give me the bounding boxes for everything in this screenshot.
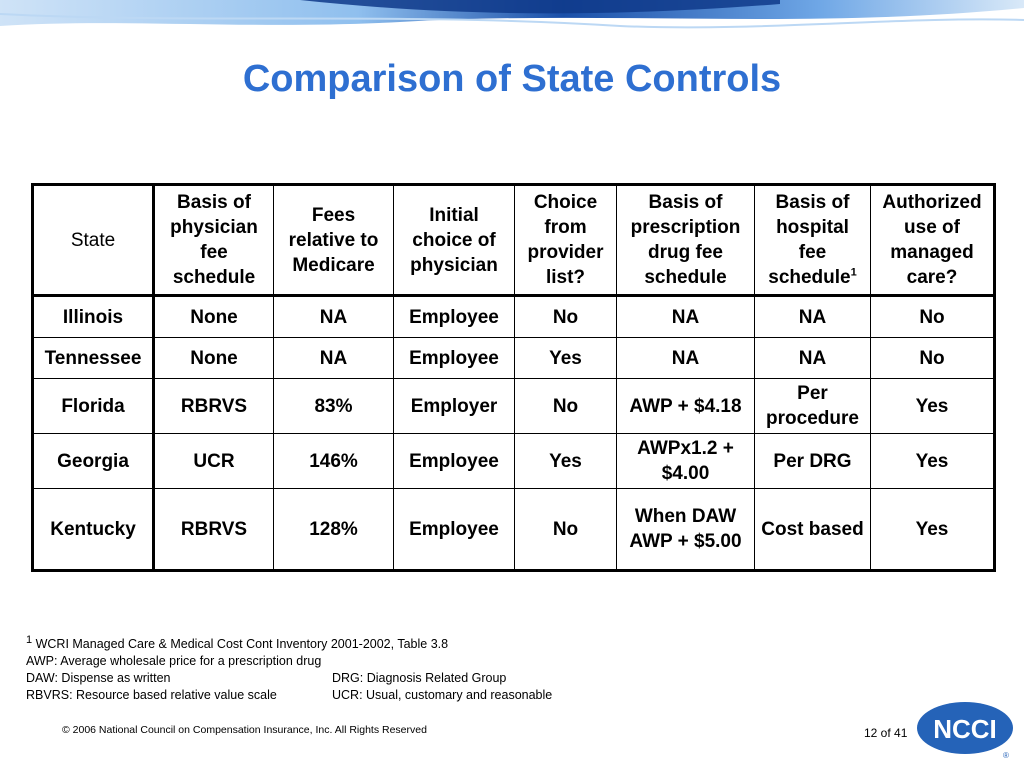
page-title: Comparison of State Controls <box>242 58 782 100</box>
header-text: fee <box>200 242 228 263</box>
state-cell: Florida <box>33 379 154 434</box>
header-cell <box>617 185 755 296</box>
header-cell <box>871 185 995 296</box>
footnote-daw: DAW: Dispense as written <box>26 671 171 685</box>
footnote-rbvrs: RBVRS: Resource based relative value scale <box>26 688 277 702</box>
table-cell: No <box>515 489 617 571</box>
state-cell: Georgia <box>33 434 154 489</box>
header-text: Authorized <box>882 192 982 213</box>
table-cell: Employee <box>394 489 515 571</box>
footnote-drg: DRG: Diagnosis Related Group <box>332 671 507 685</box>
table-cell: RBRVS <box>154 379 274 434</box>
ncci-logo-icon <box>915 700 1015 760</box>
table-row <box>33 296 995 338</box>
header-cell <box>274 185 394 296</box>
footnote-row <box>26 687 726 704</box>
footnote-marker: 1 <box>26 633 33 646</box>
footnotes <box>26 633 726 704</box>
header-text: Medicare <box>292 254 375 276</box>
header-text: Basis of <box>648 192 723 213</box>
header-text: drug fee <box>648 242 723 263</box>
table-cell: Yes <box>515 338 617 379</box>
table-cell: No <box>871 338 995 379</box>
table-cell: Employer <box>394 379 515 434</box>
table-cell: NA <box>617 338 755 379</box>
header-text: choice of <box>412 229 496 251</box>
footnote-ucr: UCR: Usual, customary and reasonable <box>332 688 553 702</box>
header-text: relative to <box>288 229 379 251</box>
footnote-awp: AWP: Average wholesale price for a prescription drug <box>26 654 322 668</box>
banner-graphic <box>0 0 1024 34</box>
header-text: list? <box>545 267 586 288</box>
table-cell: Per procedure <box>755 379 871 434</box>
table-cell: Cost based <box>755 489 871 571</box>
table-header-row <box>33 185 995 296</box>
table-cell: Employee <box>394 338 515 379</box>
footnote-marker: 1 <box>850 266 857 279</box>
table-cell: Yes <box>871 379 995 434</box>
header-text: schedule <box>768 267 851 288</box>
header-cell <box>33 185 154 296</box>
header-text: schedule <box>644 267 727 288</box>
header-text: schedule <box>172 267 256 288</box>
header-cell <box>755 185 871 296</box>
table-cell: No <box>515 379 617 434</box>
table-row <box>33 379 995 434</box>
table-cell: Yes <box>515 434 617 489</box>
header-text: care? <box>906 267 958 288</box>
header-cell <box>394 185 515 296</box>
page-number: 12 of 41 <box>864 726 908 740</box>
header-text: prescription <box>630 217 741 238</box>
table-cell: No <box>515 296 617 338</box>
table-cell: Per DRG <box>755 434 871 489</box>
state-cell: Kentucky <box>33 489 154 571</box>
table-cell: 128% <box>274 489 394 571</box>
copyright-notice: © 2006 National Council on Compensation Insurance, Inc. All Rights Reserved <box>62 724 427 736</box>
top-banner <box>0 0 1024 34</box>
logo-mark: ® <box>1003 751 1009 760</box>
table-cell: Yes <box>871 489 995 571</box>
table-cell: UCR <box>154 434 274 489</box>
table-cell: NA <box>274 296 394 338</box>
footnote-row <box>26 670 726 687</box>
header-text: State <box>70 229 116 251</box>
header-text: Basis of <box>775 192 850 213</box>
table-row <box>33 338 995 379</box>
footnote-text: WCRI Managed Care & Medical Cost Cont Inventory 2001-2002, Table 3.8 <box>32 637 449 651</box>
header-text: Choice <box>533 192 598 213</box>
header-text: Fees <box>311 204 356 226</box>
table-cell: AWPx1.2 + $4.00 <box>617 434 755 489</box>
header-text: managed <box>890 242 974 263</box>
table-cell: NA <box>755 338 871 379</box>
header-text: Basis of <box>177 192 251 213</box>
header-text: use of <box>904 217 960 238</box>
table-cell: Employee <box>394 296 515 338</box>
table-cell: Employee <box>394 434 515 489</box>
table-row <box>33 434 995 489</box>
header-text: fee <box>798 242 827 263</box>
table-cell: NA <box>274 338 394 379</box>
table-cell: NA <box>617 296 755 338</box>
table-cell: NA <box>755 296 871 338</box>
header-text: physician <box>170 217 258 238</box>
table-cell: No <box>871 296 995 338</box>
footnote-1 <box>26 633 726 653</box>
header-text: from <box>544 217 587 238</box>
header-cell <box>154 185 274 296</box>
state-cell: Tennessee <box>33 338 154 379</box>
table-cell: None <box>154 338 274 379</box>
state-controls-table <box>31 183 996 572</box>
header-text: physician <box>410 254 498 276</box>
header-text: Initial <box>429 204 479 226</box>
table-cell: AWP + $4.18 <box>617 379 755 434</box>
table-cell: 83% <box>274 379 394 434</box>
table-row <box>33 489 995 571</box>
table-cell: None <box>154 296 274 338</box>
header-text: hospital <box>776 217 849 238</box>
state-cell: Illinois <box>33 296 154 338</box>
table-cell: Yes <box>871 434 995 489</box>
ncci-logo <box>915 700 1015 765</box>
header-cell <box>515 185 617 296</box>
table-cell: 146% <box>274 434 394 489</box>
header-text: provider <box>527 242 604 263</box>
logo-text: NCCI <box>933 714 997 744</box>
table-cell: RBRVS <box>154 489 274 571</box>
table-cell: When DAW AWP + $5.00 <box>617 489 755 571</box>
